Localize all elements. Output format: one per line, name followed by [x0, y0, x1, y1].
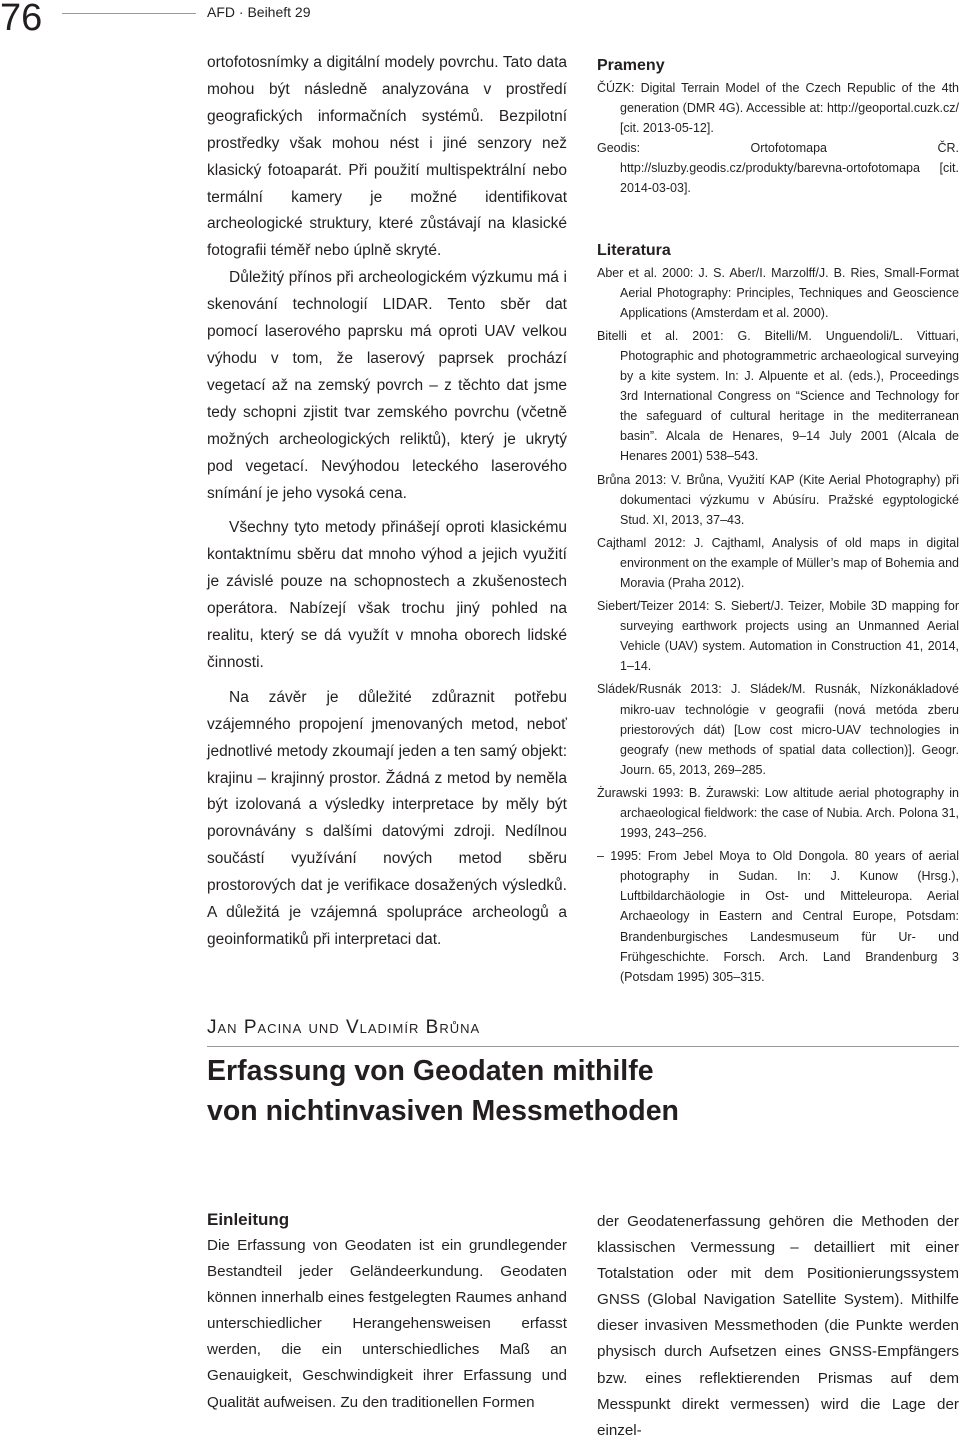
paragraph: Všechny tyto metody přinášejí oproti klasickému kontaktnímu sběru dat mnoho výhod a jejich využití je závislé pouze na schopnostech a zkušenostech operátora. Nabízejí však trochu jiný pohled na realitu, který se dá využít v mnoha oborech lidské činnosti.: [207, 519, 567, 671]
section-heading-prameny: Prameny: [597, 57, 665, 74]
reference-item: Żurawski 1993: B. Żurawski: Low altitude aerial photography in archaeological fieldwork: the case of Nubia. Arch. Polona 31, 1993, 243–256.: [597, 785, 959, 841]
left-column: [207, 50, 567, 954]
einleitung-left-column: [207, 1207, 567, 1416]
article-title-line: von nichtinvasiven Messmethoden: [207, 1095, 679, 1127]
source-item: Geodis: Ortofotomapa ČR. http://sluzby.geodis.cz/produkty/barevna-ortofotomapa [cit. 2014-03-03].: [597, 141, 959, 196]
article-title: [207, 1051, 959, 1131]
einleitung-right-column: [597, 1209, 959, 1444]
paragraph: Na závěr je důležité zdůraznit potřebu vzájemného propojení jmenovaných metod, neboť jednotlivé metody zkoumají jeden a ten samý objekt: krajinu – krajinný prostor. Žádná z metod by neměla být izolovaná a výsledky interpretace by měly být porovnávány s dalšími datovými zdroji. Nedílnou součástí využívání nových metod sběru prostorových dat je verifikace dosažených výsledků. A důležitá je vzájemná spolupráce archeologů a geoinformatiků při interpretaci dat.: [207, 688, 567, 948]
section-heading-literatura: Literatura: [597, 241, 671, 259]
article-title-line: Erfassung von Geodaten mithilfe: [207, 1055, 654, 1087]
source-item: ČÚZK: Digital Terrain Model of the Czech Republic of the 4th generation (DMR 4G). Accessible at: http://geoportal.cuzk.cz/ [cit. 2013-05-12].: [597, 81, 959, 136]
reference-item: Siebert/Teizer 2014: S. Siebert/J. Teizer, Mobile 3D mapping for surveying earthwork projects using an Unmanned Aerial Vehicle (UAV) system. Automation in Construction 41, 2014, 1–14.: [597, 599, 959, 674]
reference-item: Sládek/Rusnák 2013: J. Sládek/M. Rusnák, Nízkonákladové mikro-uav technológie v geografii (nová metóda zberu priestorových dát) [Low cost micro-UAV technologies in geografy (new methods of spatial data collection)]. Geogr. Journ. 65, 2013, 269–285.: [597, 682, 959, 777]
title-rule: [207, 1046, 959, 1047]
paragraph: der Geodatenerfassung gehören die Methoden der klassischen Vermessung – detailliert mit einer Totalstation oder mit dem Positionierungssystem GNSS (Global Navigation Satellite System). Mithilfe dieser invasiven Messmethoden (die Punkte werden physisch durch Aufsetzen eines GNSS-Empfängers bzw. eines reflektierenden Prismas auf dem Messpunkt direkt vermessen) wird die Lage der einzel-: [597, 1213, 959, 1439]
right-column: [597, 54, 959, 990]
reference-item: Aber et al. 2000: J. S. Aber/I. Marzolff/J. B. Ries, Small-Format Aerial Photography: Principles, Techniques and Geoscience Applications (Amsterdam et al. 2000).: [597, 265, 959, 320]
reference-item: Bitelli et al. 2001: G. Bitelli/M. Unguendoli/L. Vittuari, Photographic and photogrammetric archaeological surveying by a kite system. In: J. Alpuente et al. (eds.), Proceedings 3rd International Congress on “Science and Technology for the safeguard of cultural heritage in the mediterranean basin”. Alcala de Henares, 9–14 July 2001 (Alcala de Henares 2001) 538–543.: [597, 328, 959, 464]
section-heading-einleitung: Einleitung: [207, 1210, 290, 1229]
article-authors: Jan Pacina und Vladimír Brůna: [207, 1017, 481, 1038]
running-head: AFD · Beiheft 29: [207, 4, 311, 20]
reference-item: – 1995: From Jebel Moya to Old Dongola. 80 years of aerial photography in Sudan. In: J. Kunow (Hrsg.), Luftbildarchäologie in Ost- und Mitteleuropa. Aerial Archaeology in Eastern and Central Europe, Potsdam: Brandenburgisches Landesmuseum für Ur- und Frühgeschichte. Forsch. Arch. Land Brandenburg 3 (Potsdam 1995) 305–315.: [597, 849, 959, 984]
paragraph: Důležitý přínos při archeologickém výzkumu má i skenování technologií LIDAR. Tento sběr dat pomocí laserového paprsku má oproti UAV velkou výhodu v tom, že laserový paprsek prochází vegetací až na zemský povrch – z těchto dat jsme tedy schopni zjistit tvar zemského povrchu (včetně možných archeologických reliktů), který je ukrytý pod vegetací. Nevýhodou leteckého laserového snímání je jeho vysoká cena.: [207, 269, 567, 502]
paragraph: Die Erfassung von Geodaten ist ein grundlegender Bestandteil jeder Geländeerkundung. Geodaten können innerhalb eines festgelegten Raumes anhand unterschiedlicher Herangehensweisen erfasst werden, die ein unterschiedliches Maß an Genauigkeit, Geschwindigkeit ihrer Erfassung und Qualität aufweisen. Zu den traditionellen Formen: [207, 1237, 567, 1411]
reference-item: Brůna 2013: V. Brůna, Využití KAP (Kite Aerial Photography) při dokumentaci výzkumu v Abúsíru. Pražské egyptologické Stud. XI, 2013, 37–43.: [597, 472, 959, 527]
page-number: 76: [0, 0, 43, 39]
header-rule: [62, 13, 196, 14]
paragraph: ortofotosnímky a digitální modely povrchu. Tato data mohou být následně analyzována v prostředí geografických informačních systémů. Bezpilotní prostředky však mohou nést i jiné senzory než klasický fotoaparát. Při použití multispektrální nebo termální kamery je možné identifikovat archeologické struktury, které zůstávají na klasické fotografii téměř nebo úplně skryté.: [207, 54, 567, 260]
reference-item: Cajthaml 2012: J. Cajthaml, Analysis of old maps in digital environment on the example of Müller’s map of Bohemia and Moravia (Praha 2012).: [597, 535, 959, 590]
